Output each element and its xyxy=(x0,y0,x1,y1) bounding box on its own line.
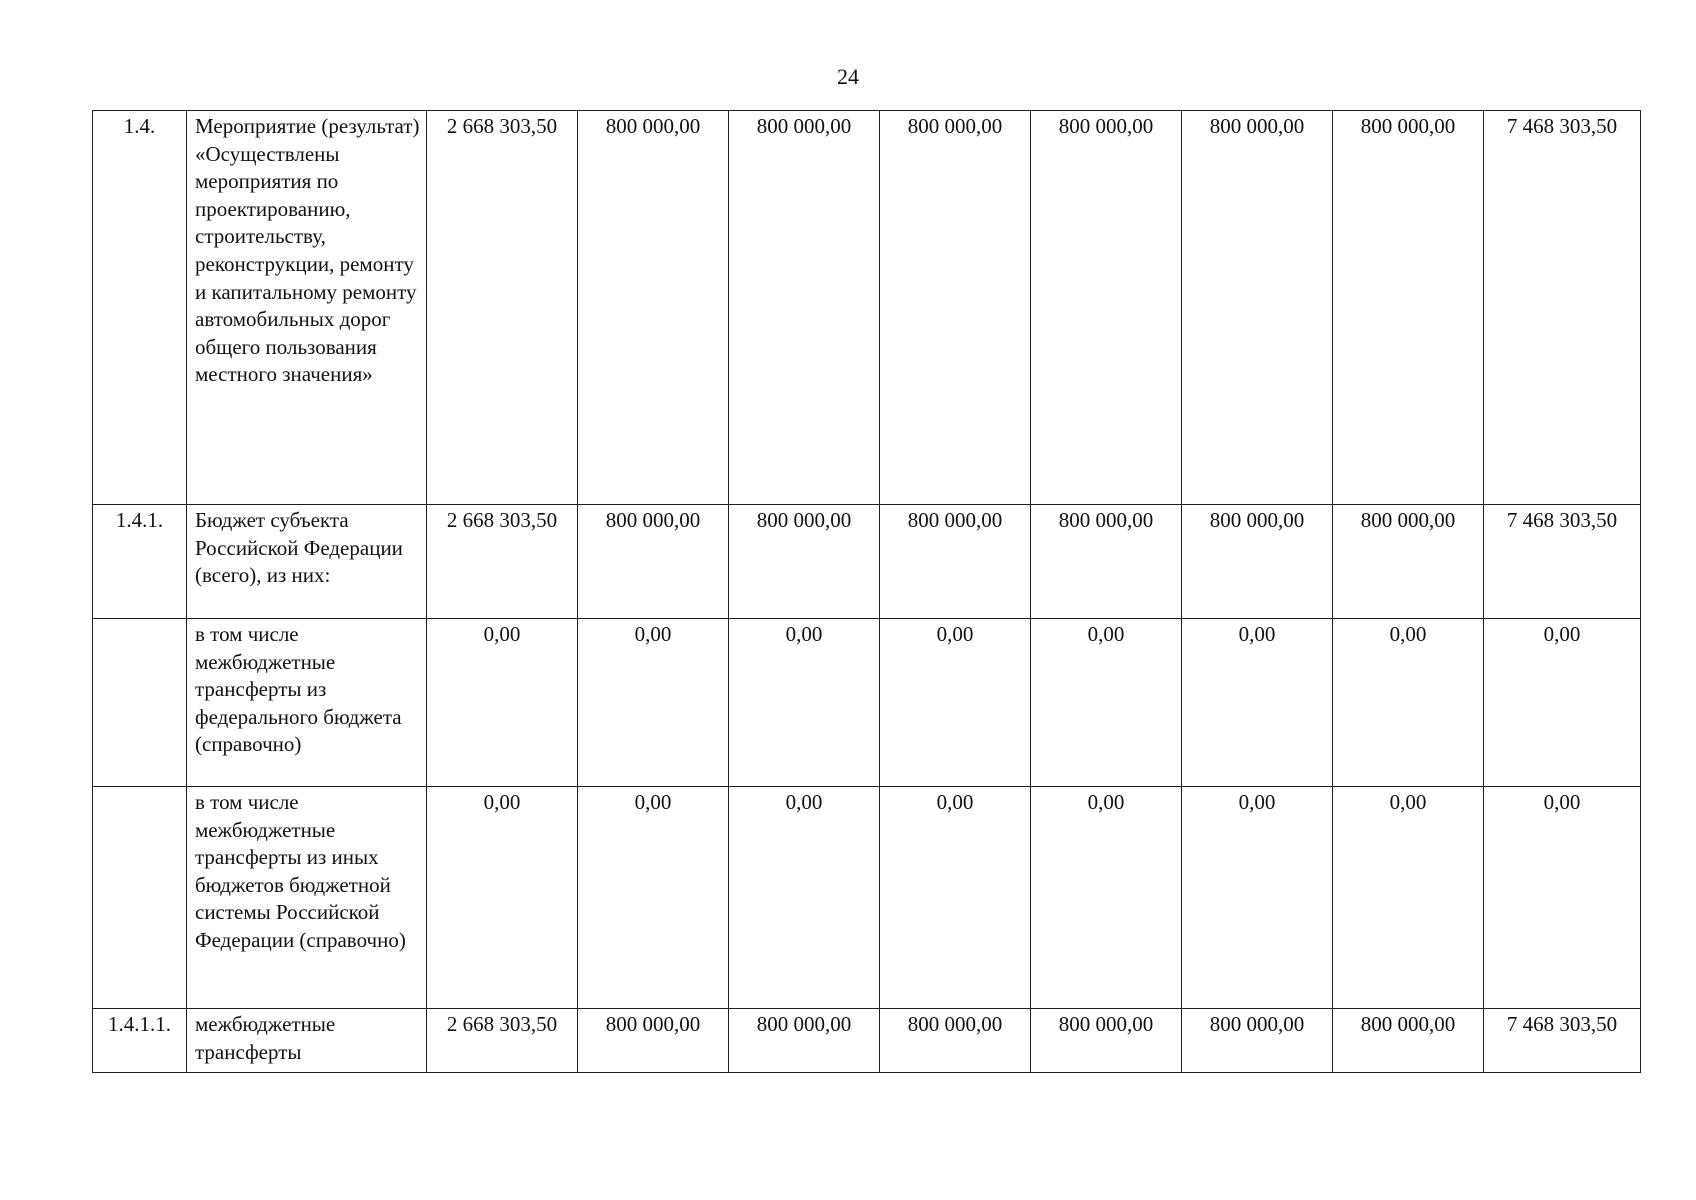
value-cell: 800 000,00 xyxy=(1031,1009,1182,1073)
table-body xyxy=(93,111,1641,1073)
value-cell: 0,00 xyxy=(1182,619,1333,787)
value-cell: 0,00 xyxy=(578,619,729,787)
value-cell: 0,00 xyxy=(1333,787,1484,1009)
value-cell: 0,00 xyxy=(729,787,880,1009)
value-cell: 800 000,00 xyxy=(1031,505,1182,619)
value-cell: 800 000,00 xyxy=(1333,111,1484,505)
value-cell: 0,00 xyxy=(427,787,578,1009)
value-cell: 800 000,00 xyxy=(1333,505,1484,619)
value-cell: 800 000,00 xyxy=(1182,111,1333,505)
total-cell: 7 468 303,50 xyxy=(1484,505,1641,619)
budget-table xyxy=(92,110,1641,1073)
total-cell: 0,00 xyxy=(1484,619,1641,787)
value-cell: 0,00 xyxy=(1031,787,1182,1009)
value-cell: 800 000,00 xyxy=(880,505,1031,619)
value-cell: 0,00 xyxy=(1333,619,1484,787)
value-cell: 800 000,00 xyxy=(880,1009,1031,1073)
row-description: Мероприятие (результат) «Осуществлены мероприятия по проектированию, строительству, реконструкции, ремонту и капитальному ремонту автомобильных дорог общего пользования местного значения» xyxy=(187,111,427,505)
table-row xyxy=(93,1009,1641,1073)
total-cell: 7 468 303,50 xyxy=(1484,111,1641,505)
row-description: в том числе межбюджетные трансферты из иных бюджетов бюджетной системы Российской Федерации (справочно) xyxy=(187,787,427,1009)
value-cell: 0,00 xyxy=(880,619,1031,787)
value-cell: 0,00 xyxy=(880,787,1031,1009)
table-row xyxy=(93,619,1641,787)
row-number: 1.4.1.1. xyxy=(93,1009,187,1073)
value-cell: 800 000,00 xyxy=(880,111,1031,505)
value-cell: 800 000,00 xyxy=(1182,505,1333,619)
value-cell: 800 000,00 xyxy=(729,111,880,505)
value-cell: 800 000,00 xyxy=(578,1009,729,1073)
value-cell: 800 000,00 xyxy=(1333,1009,1484,1073)
row-description: в том числе межбюджетные трансферты из федерального бюджета (справочно) xyxy=(187,619,427,787)
row-number xyxy=(93,787,187,1009)
value-cell: 800 000,00 xyxy=(1182,1009,1333,1073)
value-cell: 800 000,00 xyxy=(729,505,880,619)
page-number: 24 xyxy=(837,64,859,89)
value-cell: 0,00 xyxy=(1031,619,1182,787)
value-cell: 0,00 xyxy=(427,619,578,787)
row-number: 1.4.1. xyxy=(93,505,187,619)
total-cell: 7 468 303,50 xyxy=(1484,1009,1641,1073)
value-cell: 0,00 xyxy=(729,619,880,787)
value-cell: 2 668 303,50 xyxy=(427,505,578,619)
value-cell: 800 000,00 xyxy=(729,1009,880,1073)
row-description: межбюджетные трансферты xyxy=(187,1009,427,1073)
table-row xyxy=(93,787,1641,1009)
table-row xyxy=(93,111,1641,505)
row-number xyxy=(93,619,187,787)
row-number: 1.4. xyxy=(93,111,187,505)
row-description: Бюджет субъекта Российской Федерации (всего), из них: xyxy=(187,505,427,619)
value-cell: 800 000,00 xyxy=(1031,111,1182,505)
value-cell: 2 668 303,50 xyxy=(427,1009,578,1073)
value-cell: 800 000,00 xyxy=(578,111,729,505)
value-cell: 0,00 xyxy=(1182,787,1333,1009)
table-row xyxy=(93,505,1641,619)
value-cell: 800 000,00 xyxy=(578,505,729,619)
value-cell: 2 668 303,50 xyxy=(427,111,578,505)
value-cell: 0,00 xyxy=(578,787,729,1009)
total-cell: 0,00 xyxy=(1484,787,1641,1009)
